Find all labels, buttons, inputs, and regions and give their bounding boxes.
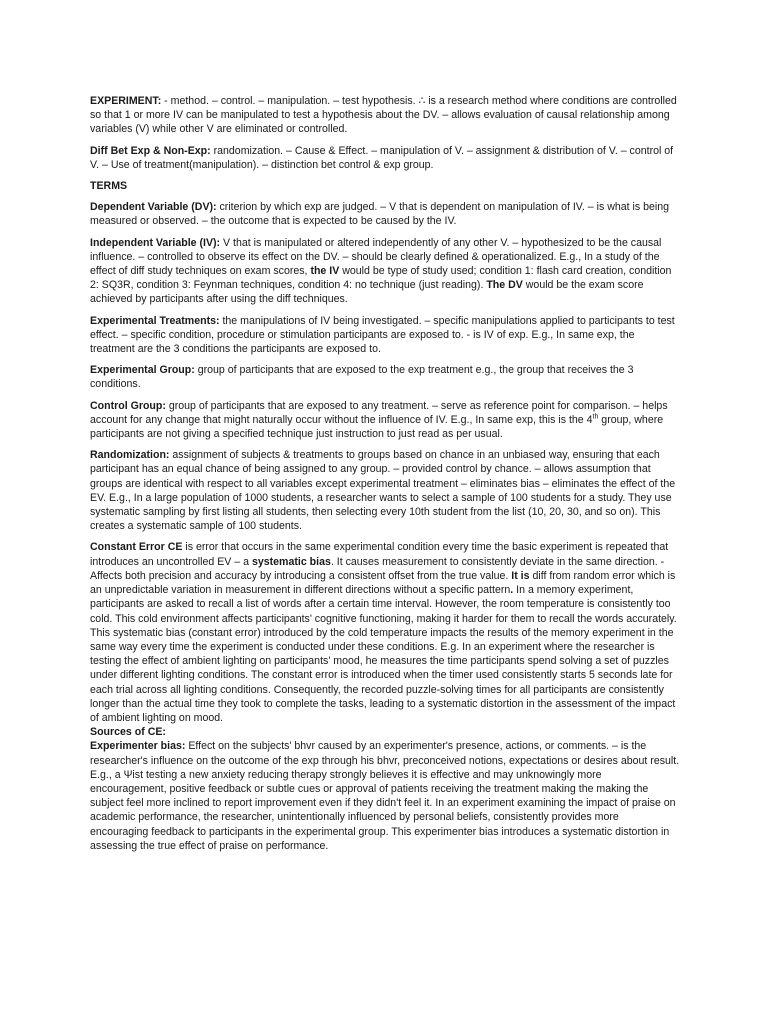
term-diff-exp-nonexp: Diff Bet Exp & Non-Exp: bbox=[90, 144, 211, 157]
paragraph-dependent-variable bbox=[90, 200, 680, 228]
text-experimenter-bias: Effect on the subjects' bhvr caused by an experimenter's presence, actions, or comments. – is the researcher's influence on the outcome of the exp through his bhvr, preconceived notions, expectations or desires about result. E.g., a Ψist testing a new anxiety reducing therapy strongly believes it is effective and may unknowingly more encouragement, positive feedback or subtle cues or approval of patients receiving the treatment making the making the subject feel more inclined to report improvement even if they didn't feel it. In an experiment examining the impact of praise on academic performance, the researcher, unintentionally influenced by personal beliefs, consistently provides more encouraging feedback to participants in the experimental group. This experimenter bias introduces a systematic distortion in assessing the true effect of praise on performance. bbox=[90, 740, 680, 852]
paragraph-constant-error: Constant Error CE is error that occurs in the same experimental condition every time the basic experiment is repeated that introduces an uncontrolled EV – a systematic bias. It causes measurement to consistently deviate in the same direction. - Affects both precision and accuracy by introducing a consistent offset from the true value. It is diff from random error which is an unpredictable variation in measurement in different directions without a specific pattern. In a memory experiment, participants are asked to recall a list of words after a certain time interval. However, the room temperature is consistently too cold. This cold environment affects participants' cognitive functioning, making it harder for them to recall the words accurately. This systematic bias (constant error) introduced by the cold temperature impacts the results of the memory experiment in the same way every time the experiment is conducted under these conditions. E.g. In an experiment where the researcher is testing the effect of ambient lighting on participants' mood, he measures the time participants spend solving a set of puzzles under different lighting conditions. The constant error is introduced when the timer used consistently starts 5 seconds late for each trial across all lighting conditions. Consequently, the recorded puzzle-solving times for all participants are consistently longer than the actual time they took to complete the tasks, leading to a systematic distortion in the assessment of the impact of ambient lighting on mood. bbox=[90, 541, 677, 724]
text-experiment: - method. – control. – manipulation. – test hypothesis. ∴ is a research method where conditions are controlled so that 1 or more IV can be manipulated to test a hypothesis about the DV. – allows evaluation of causal relationship among variables (V) while other V are eliminated or controlled. bbox=[90, 95, 677, 136]
term-experiment: EXPERIMENT: bbox=[90, 95, 162, 107]
paragraph-experiment bbox=[90, 94, 680, 137]
text-diff-exp-nonexp: randomization. – Cause & Effect. – manipulation of V. – assignment & distribution of V. – control of V. – Use of treatment(manipulation). – distinction bet control & exp group. bbox=[90, 144, 674, 171]
term-experimental-group: Experimental Group: bbox=[90, 364, 195, 377]
term-dependent-variable: Dependent Variable (DV): bbox=[90, 201, 217, 214]
document-body bbox=[90, 94, 680, 860]
paragraph-experimental-group bbox=[90, 363, 680, 391]
heading-sources-of-ce: Sources of CE: bbox=[90, 726, 166, 739]
paragraph-experimental-treatments bbox=[90, 314, 680, 357]
term-randomization: Randomization: bbox=[90, 449, 170, 462]
paragraph-control-group: Control Group: group of participants that are exposed to any treatment. – serve as reference point for comparison. – helps account for any change that might naturally occur without the influence of IV. E.g., In same exp, this is the 4th group, where participants are not giving a specified technique just instruction to just read as per usual. bbox=[90, 399, 668, 441]
paragraph-diff-exp-nonexp bbox=[90, 144, 680, 172]
text-randomization: assignment of subjects & treatments to groups based on chance in an unbiased way, ensuring that each participant has an equal chance of being assigned to any group. – provided control by chance. – allows assumption that groups are identical with respect to all variables except experimental treatment – eliminates bias – eliminates the effect of the EV. E.g., In a large population of 1000 students, a researcher wants to select a sample of 100 students for a study. They use systematic sampling by first listing all students, then selecting every 10th student from the list (10, 20, 30, and so on). This creates a systematic sample of 100 students. bbox=[90, 449, 676, 533]
paragraph-randomization bbox=[90, 448, 680, 533]
term-constant-error: Constant Error CE bbox=[90, 541, 183, 554]
paragraph-independent-variable: Independent Variable (IV): V that is manipulated or altered independently of any other V. – hypothesized to be the causal influence. – controlled to observe its effect on the DV. – should be clearly defined & operationalized. E.g., In a study of the effect of diff study techniques on exam scores, the IV would be type of study used; condition 1: flash card creation, condition 2: SQ3R, condition 3: Feynman techniques, condition 4: no technique (just reading). The DV would be the exam score achieved by participants after using the diff techniques. bbox=[90, 236, 672, 306]
heading-terms: TERMS bbox=[90, 180, 128, 193]
term-control-group: Control Group: bbox=[90, 399, 166, 412]
term-experimenter-bias: Experimenter bias: bbox=[90, 740, 186, 753]
text-experimental-group: group of participants that are exposed to the exp treatment e.g., the group that receives the 3 conditions. bbox=[90, 364, 634, 391]
paragraph-experimenter-bias bbox=[90, 739, 680, 853]
term-independent-variable: Independent Variable (IV): bbox=[90, 236, 221, 249]
text-dependent-variable: criterion by which exp are judged. – V that is dependent on manipulation of IV. – is what is being measured or observed. – the outcome that is expected to be caused by the IV. bbox=[90, 201, 670, 228]
text-experimental-treatments: the manipulations of IV being investigated. – specific manipulations applied to participants to test effect. – specific condition, procedure or stimulation participants are exposed to. - is IV of exp. E.g., In same exp, the treatment are the 3 conditions the participants are exposed to. bbox=[90, 314, 675, 356]
term-experimental-treatments: Experimental Treatments: bbox=[90, 314, 220, 327]
